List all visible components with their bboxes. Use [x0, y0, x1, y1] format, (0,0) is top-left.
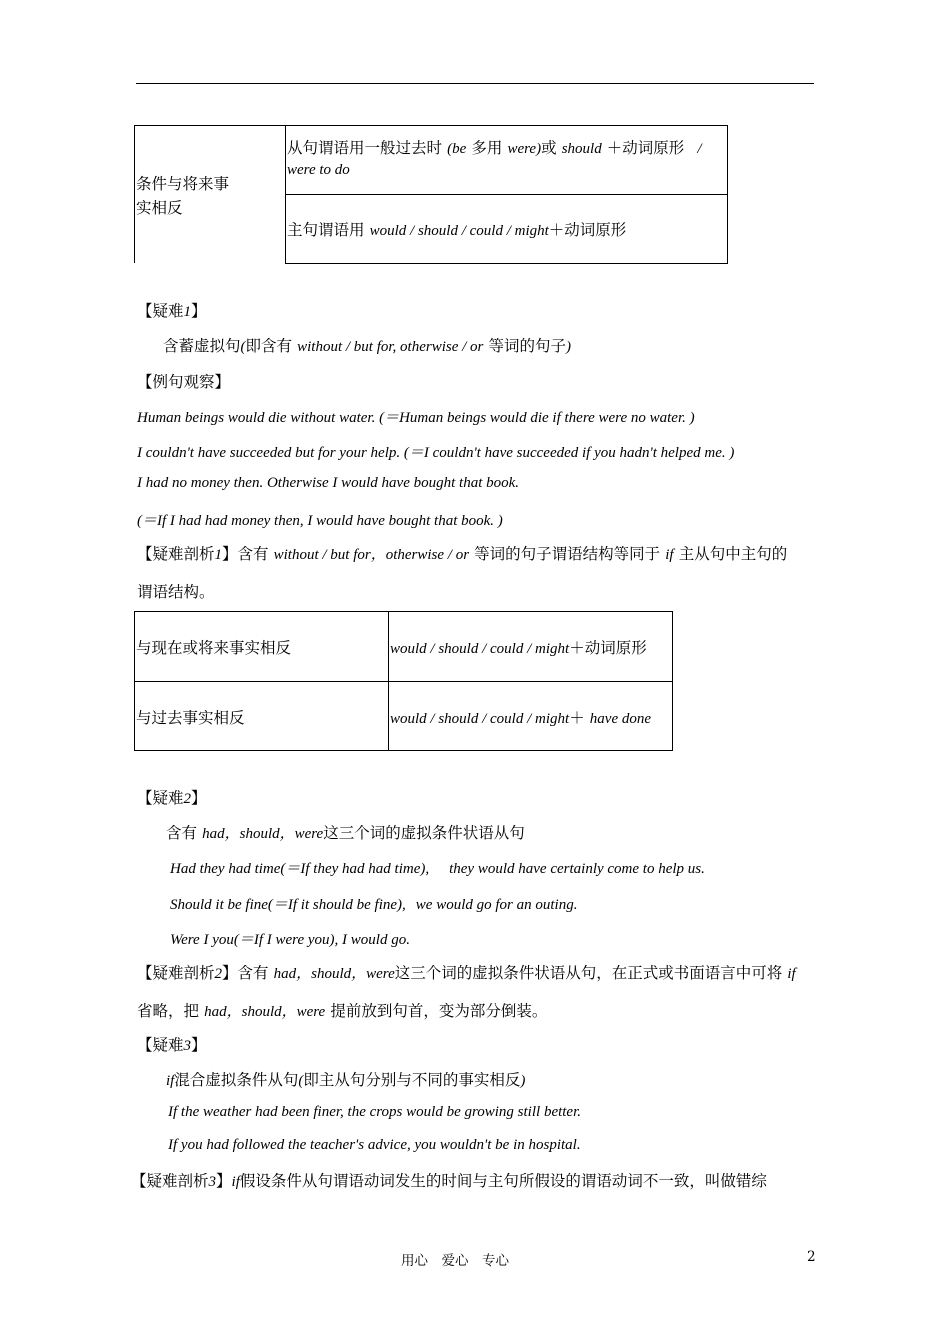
- difficulty-2-example-3: Were I you(＝If I were you), I would go.: [170, 932, 410, 948]
- table-2-row-1-form: would / should / could / might＋动词原形: [390, 639, 647, 657]
- difficulty-3-example-1: If the weather had been finer, the crops would be growing still better.: [168, 1104, 582, 1120]
- difficulty-1-example-4: (＝If I had had money then, I would have bought that book. ): [137, 513, 503, 529]
- table-2-row-2-form: would / should / could / might＋ have done: [390, 709, 652, 727]
- header-rule: [136, 83, 814, 84]
- difficulty-1-heading: 【疑难1】: [137, 302, 207, 320]
- table-1-row-2: 主句谓语用 would / should / could / might＋动词原形: [287, 221, 627, 239]
- difficulty-2-example-2: Should it be fine(＝If it should be fine), we would go for an outing.: [170, 897, 578, 913]
- difficulty-2-subtitle: 含有 had，should，were这三个词的虚拟条件状语从句: [166, 824, 525, 842]
- difficulty-1-example-1: Human beings would die without water. (＝Human beings would die if there were no water. ): [137, 410, 695, 426]
- example-observation-heading: 【例句观察】: [137, 373, 231, 391]
- difficulty-1-subtitle: 含蓄虚拟句(即含有 without / but for, otherwise / or 等词的句子): [163, 337, 572, 355]
- difficulty-3-analysis: 【疑难剖析3】if假设条件从句谓语动词发生的时间与主句所假设的谓语动词不一致，叫做错综: [131, 1172, 767, 1190]
- table-2-row-divider: [134, 681, 673, 682]
- difficulty-3-example-2: If you had followed the teacher's advice, you wouldn't be in hospital.: [168, 1137, 581, 1153]
- difficulty-2-example-1: Had they had time(＝If they had had time), they would have certainly come to help us.: [170, 861, 705, 877]
- difficulty-3-heading: 【疑难3】: [137, 1036, 207, 1054]
- table-1-top-left-border: [134, 125, 286, 126]
- difficulty-1-example-2: I couldn't have succeeded but for your help. (＝I couldn't have succeeded if you hadn't helped me. ): [137, 445, 735, 461]
- table-2-row-1-label: 与现在或将来事实相反: [136, 639, 292, 657]
- difficulty-2-analysis-line-2: 省略，把 had，should，were 提前放到句首，变为部分倒装。: [137, 1002, 548, 1020]
- table-1-row-divider: [285, 194, 728, 195]
- difficulty-3-subtitle: if混合虚拟条件从句(即主从句分别与不同的事实相反): [166, 1071, 526, 1089]
- footer-motto: 用心 爱心 专心: [401, 1253, 509, 1269]
- difficulty-1-analysis-line-2: 谓语结构。: [137, 583, 215, 601]
- difficulty-1-analysis-line-1: 【疑难剖析1】含有 without / but for，otherwise / or 等词的句子谓语结构等同于 if 主从句中主句的: [137, 545, 788, 563]
- page-number: 2: [807, 1249, 816, 1265]
- table-1-row-1-line-1: 从句谓语用一般过去时 (be 多用 were)或 should ＋动词原形 /: [287, 139, 702, 157]
- table-1-row-1-line-2: were to do: [287, 162, 350, 178]
- table-1-left-border: [134, 125, 135, 263]
- difficulty-1-example-3: I had no money then. Otherwise I would have bought that book.: [137, 475, 520, 491]
- difficulty-2-heading: 【疑难2】: [137, 789, 207, 807]
- table-2-col-divider: [388, 611, 389, 751]
- table-2-row-2-label: 与过去事实相反: [136, 709, 245, 727]
- difficulty-2-analysis-line-1: 【疑难剖析2】含有 had，should，were这三个词的虚拟条件状语从句，在正式或书面语言中可将 if: [137, 964, 796, 982]
- table-1-left-label: 条件与将来事实相反: [136, 175, 230, 217]
